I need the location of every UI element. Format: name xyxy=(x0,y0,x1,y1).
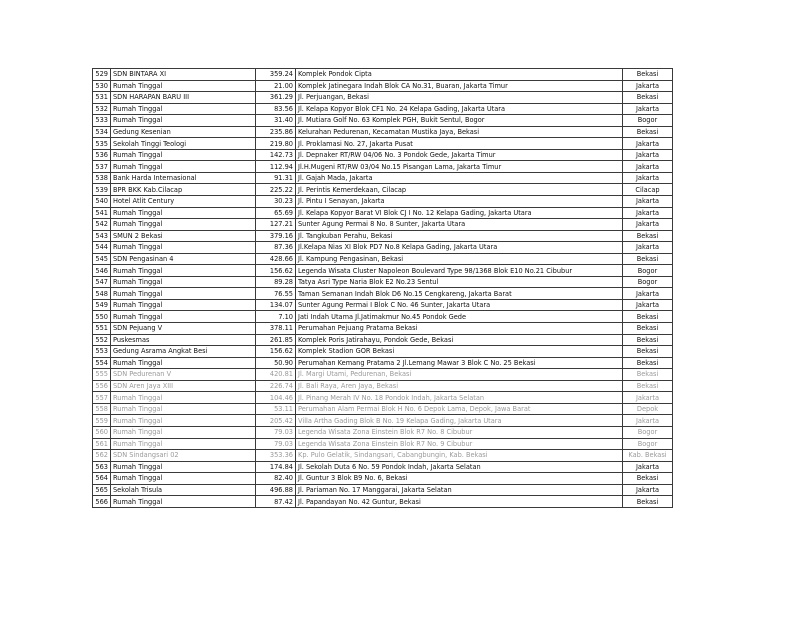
city-cell: Jakarta xyxy=(623,299,673,311)
building-name-cell: SDN Pengasinan 4 xyxy=(111,253,256,265)
area-cell: 31.40 xyxy=(256,115,296,127)
address-cell: Komplek Stadion GOR Bekasi xyxy=(296,346,623,358)
row-number-cell: 566 xyxy=(93,496,111,508)
city-cell: Bekasi xyxy=(623,323,673,335)
row-number-cell: 554 xyxy=(93,357,111,369)
table-row xyxy=(93,426,673,438)
area-cell: 226.74 xyxy=(256,380,296,392)
address-cell: Jl. Gajah Mada, Jakarta xyxy=(296,172,623,184)
table-row xyxy=(93,172,673,184)
city-cell: Bekasi xyxy=(623,311,673,323)
table-row xyxy=(93,92,673,104)
city-cell: Bekasi xyxy=(623,496,673,508)
table-row xyxy=(93,207,673,219)
area-cell: 127.21 xyxy=(256,219,296,231)
row-number-cell: 556 xyxy=(93,380,111,392)
area-cell: 353.36 xyxy=(256,450,296,462)
table-row xyxy=(93,473,673,485)
address-cell: Jl.Kelapa Nias XI Blok PD7 No.8 Kelapa Gading, Jakarta Utara xyxy=(296,242,623,254)
city-cell: Jakarta xyxy=(623,149,673,161)
address-cell: Komplek Jatinegara Indah Blok CA No.31, Buaran, Jakarta Timur xyxy=(296,80,623,92)
table-row xyxy=(93,323,673,335)
row-number-cell: 550 xyxy=(93,311,111,323)
row-number-cell: 558 xyxy=(93,403,111,415)
area-cell: 134.07 xyxy=(256,299,296,311)
address-cell: Komplek Pondok Cipta xyxy=(296,69,623,81)
address-cell: Jl.H.Mugeni RT/RW 03/04 No.15 Pisangan Lama, Jakarta Timur xyxy=(296,161,623,173)
area-cell: 91.31 xyxy=(256,172,296,184)
table-row xyxy=(93,242,673,254)
building-name-cell: Sekolah Trisula xyxy=(111,484,256,496)
building-name-cell: SDN Pejuang V xyxy=(111,323,256,335)
row-number-cell: 529 xyxy=(93,69,111,81)
city-cell: Jakarta xyxy=(623,80,673,92)
city-cell: Bekasi xyxy=(623,346,673,358)
area-cell: 79.03 xyxy=(256,426,296,438)
row-number-cell: 551 xyxy=(93,323,111,335)
area-cell: 225.22 xyxy=(256,184,296,196)
building-name-cell: Hotel Atlit Century xyxy=(111,196,256,208)
city-cell: Bekasi xyxy=(623,253,673,265)
area-cell: 219.80 xyxy=(256,138,296,150)
building-name-cell: Rumah Tinggal xyxy=(111,473,256,485)
table-row xyxy=(93,299,673,311)
building-name-cell: Rumah Tinggal xyxy=(111,415,256,427)
table-row xyxy=(93,357,673,369)
city-cell: Jakarta xyxy=(623,172,673,184)
building-name-cell: Rumah Tinggal xyxy=(111,149,256,161)
city-cell: Bekasi xyxy=(623,334,673,346)
address-cell: Jl. Pintu I Senayan, Jakarta xyxy=(296,196,623,208)
area-cell: 359.24 xyxy=(256,69,296,81)
building-name-cell: SDN Aren Jaya XIII xyxy=(111,380,256,392)
table-row xyxy=(93,196,673,208)
address-cell: Jl. Perjuangan, Bekasi xyxy=(296,92,623,104)
area-cell: 261.85 xyxy=(256,334,296,346)
address-cell: Jl. Kelapa Kopyor Blok CF1 No. 24 Kelapa Gading, Jakarta Utara xyxy=(296,103,623,115)
area-cell: 156.62 xyxy=(256,265,296,277)
row-number-cell: 540 xyxy=(93,196,111,208)
building-name-cell: Rumah Tinggal xyxy=(111,103,256,115)
city-cell: Jakarta xyxy=(623,392,673,404)
area-cell: 65.69 xyxy=(256,207,296,219)
area-cell: 378.11 xyxy=(256,323,296,335)
table-row xyxy=(93,461,673,473)
city-cell: Bekasi xyxy=(623,473,673,485)
address-cell: Legenda Wisata Zona Einstein Blok R7 No. 8 Cibubur xyxy=(296,426,623,438)
city-cell: Bekasi xyxy=(623,369,673,381)
address-cell: Perumahan Kemang Pratama 2 Jl.Lemang Mawar 3 Blok C No. 25 Bekasi xyxy=(296,357,623,369)
row-number-cell: 562 xyxy=(93,450,111,462)
row-number-cell: 544 xyxy=(93,242,111,254)
building-name-cell: Rumah Tinggal xyxy=(111,438,256,450)
city-cell: Bekasi xyxy=(623,380,673,392)
area-cell: 79.03 xyxy=(256,438,296,450)
row-number-cell: 559 xyxy=(93,415,111,427)
table-row xyxy=(93,265,673,277)
area-cell: 379.16 xyxy=(256,230,296,242)
building-name-cell: Rumah Tinggal xyxy=(111,311,256,323)
table-row xyxy=(93,369,673,381)
city-cell: Bekasi xyxy=(623,126,673,138)
table-row xyxy=(93,126,673,138)
city-cell: Jakarta xyxy=(623,288,673,300)
city-cell: Bogor xyxy=(623,265,673,277)
table-row xyxy=(93,230,673,242)
address-cell: Jl. Kelapa Kopyor Barat VI Blok CJ I No. 12 Kelapa Gading, Jakarta Utara xyxy=(296,207,623,219)
address-cell: Tatya Asri Type Naria Blok E2 No.23 Sentul xyxy=(296,276,623,288)
building-name-cell: Rumah Tinggal xyxy=(111,219,256,231)
building-name-cell: Rumah Tinggal xyxy=(111,496,256,508)
building-name-cell: Rumah Tinggal xyxy=(111,403,256,415)
address-cell: Jl. Depnaker RT/RW 04/06 No. 3 Pondok Gede, Jakarta Timur xyxy=(296,149,623,161)
area-cell: 83.56 xyxy=(256,103,296,115)
address-cell: Jl. Sekolah Duta 6 No. 59 Pondok Indah, Jakarta Selatan xyxy=(296,461,623,473)
table-row xyxy=(93,415,673,427)
address-cell: Perumahan Pejuang Pratama Bekasi xyxy=(296,323,623,335)
row-number-cell: 553 xyxy=(93,346,111,358)
city-cell: Jakarta xyxy=(623,207,673,219)
row-number-cell: 534 xyxy=(93,126,111,138)
address-cell: Jl. Kampung Pengasinan, Bekasi xyxy=(296,253,623,265)
row-number-cell: 538 xyxy=(93,172,111,184)
area-cell: 142.73 xyxy=(256,149,296,161)
area-cell: 235.86 xyxy=(256,126,296,138)
building-name-cell: Gedung Asrama Angkat Besi xyxy=(111,346,256,358)
area-cell: 30.23 xyxy=(256,196,296,208)
building-name-cell: Rumah Tinggal xyxy=(111,242,256,254)
city-cell: Kab. Bekasi xyxy=(623,450,673,462)
area-cell: 21.00 xyxy=(256,80,296,92)
area-cell: 104.46 xyxy=(256,392,296,404)
row-number-cell: 549 xyxy=(93,299,111,311)
building-name-cell: Rumah Tinggal xyxy=(111,265,256,277)
address-cell: Kelurahan Pedurenan, Kecamatan Mustika Jaya, Bekasi xyxy=(296,126,623,138)
table-row xyxy=(93,253,673,265)
table-row xyxy=(93,496,673,508)
row-number-cell: 546 xyxy=(93,265,111,277)
building-name-cell: Rumah Tinggal xyxy=(111,461,256,473)
building-name-cell: Puskesmas xyxy=(111,334,256,346)
address-cell: Jl. Margi Utami, Pedurenan, Bekasi xyxy=(296,369,623,381)
row-number-cell: 537 xyxy=(93,161,111,173)
row-number-cell: 561 xyxy=(93,438,111,450)
building-name-cell: Rumah Tinggal xyxy=(111,299,256,311)
area-cell: 89.28 xyxy=(256,276,296,288)
table-row xyxy=(93,161,673,173)
table-row xyxy=(93,276,673,288)
address-cell: Jl. Mutiara Golf No. 63 Komplek PGH, Bukit Sentul, Bogor xyxy=(296,115,623,127)
city-cell: Jakarta xyxy=(623,161,673,173)
area-cell: 82.40 xyxy=(256,473,296,485)
city-cell: Bekasi xyxy=(623,69,673,81)
city-cell: Cilacap xyxy=(623,184,673,196)
area-cell: 496.88 xyxy=(256,484,296,496)
table-row xyxy=(93,115,673,127)
row-number-cell: 547 xyxy=(93,276,111,288)
city-cell: Jakarta xyxy=(623,219,673,231)
address-cell: Sunter Agung Permai 8 No. 8 Sunter, Jakarta Utara xyxy=(296,219,623,231)
building-name-cell: Rumah Tinggal xyxy=(111,288,256,300)
row-number-cell: 557 xyxy=(93,392,111,404)
row-number-cell: 536 xyxy=(93,149,111,161)
address-cell: Taman Semanan Indah Blok D6 No.15 Cengkareng, Jakarta Barat xyxy=(296,288,623,300)
address-cell: Jl. Papandayan No. 42 Guntur, Bekasi xyxy=(296,496,623,508)
area-cell: 205.42 xyxy=(256,415,296,427)
address-cell: Jl. Bali Raya, Aren Jaya, Bekasi xyxy=(296,380,623,392)
area-cell: 420.81 xyxy=(256,369,296,381)
building-name-cell: Rumah Tinggal xyxy=(111,392,256,404)
building-name-cell: Rumah Tinggal xyxy=(111,161,256,173)
row-number-cell: 552 xyxy=(93,334,111,346)
table-row xyxy=(93,380,673,392)
area-cell: 87.42 xyxy=(256,496,296,508)
building-name-cell: BPR BKK Kab.Cilacap xyxy=(111,184,256,196)
row-number-cell: 542 xyxy=(93,219,111,231)
address-cell: Jl. Pinang Merah IV No. 18 Pondok Indah, Jakarta Selatan xyxy=(296,392,623,404)
area-cell: 112.94 xyxy=(256,161,296,173)
row-number-cell: 548 xyxy=(93,288,111,300)
table-row xyxy=(93,149,673,161)
address-cell: Villa Artha Gading Blok B No. 19 Kelapa Gading, Jakarta Utara xyxy=(296,415,623,427)
building-name-cell: SDN Pedurenan V xyxy=(111,369,256,381)
table-row xyxy=(93,438,673,450)
area-cell: 174.84 xyxy=(256,461,296,473)
table-row xyxy=(93,403,673,415)
building-name-cell: SMUN 2 Bekasi xyxy=(111,230,256,242)
area-cell: 361.29 xyxy=(256,92,296,104)
table-row xyxy=(93,334,673,346)
row-number-cell: 555 xyxy=(93,369,111,381)
building-name-cell: Rumah Tinggal xyxy=(111,276,256,288)
area-cell: 428.66 xyxy=(256,253,296,265)
city-cell: Jakarta xyxy=(623,242,673,254)
city-cell: Bekasi xyxy=(623,357,673,369)
area-cell: 87.36 xyxy=(256,242,296,254)
table-row xyxy=(93,450,673,462)
building-name-cell: Rumah Tinggal xyxy=(111,115,256,127)
city-cell: Bogor xyxy=(623,276,673,288)
building-name-cell: SDN Sindangsari 02 xyxy=(111,450,256,462)
address-cell: Jl. Perintis Kemerdekaan, Cilacap xyxy=(296,184,623,196)
area-cell: 76.55 xyxy=(256,288,296,300)
row-number-cell: 541 xyxy=(93,207,111,219)
table-row xyxy=(93,484,673,496)
table-row xyxy=(93,288,673,300)
area-cell: 7.10 xyxy=(256,311,296,323)
table-row xyxy=(93,138,673,150)
address-cell: Jl. Guntur 3 Blok B9 No. 6, Bekasi xyxy=(296,473,623,485)
city-cell: Jakarta xyxy=(623,461,673,473)
row-number-cell: 564 xyxy=(93,473,111,485)
address-cell: Jl. Pariaman No. 17 Manggarai, Jakarta Selatan xyxy=(296,484,623,496)
city-cell: Jakarta xyxy=(623,103,673,115)
address-cell: Perumahan Alam Permai Blok H No. 6 Depok Lama, Depok, Jawa Barat xyxy=(296,403,623,415)
address-cell: Sunter Agung Permai I Blok C No. 46 Sunter, Jakarta Utara xyxy=(296,299,623,311)
table-row xyxy=(93,103,673,115)
city-cell: Bogor xyxy=(623,438,673,450)
building-name-cell: Rumah Tinggal xyxy=(111,80,256,92)
row-number-cell: 560 xyxy=(93,426,111,438)
table-row xyxy=(93,219,673,231)
row-number-cell: 543 xyxy=(93,230,111,242)
building-name-cell: Sekolah Tinggi Teologi xyxy=(111,138,256,150)
address-cell: Jl. Tangkuban Perahu, Bekasi xyxy=(296,230,623,242)
row-number-cell: 531 xyxy=(93,92,111,104)
city-cell: Depok xyxy=(623,403,673,415)
project-table xyxy=(92,68,673,508)
city-cell: Bogor xyxy=(623,426,673,438)
row-number-cell: 563 xyxy=(93,461,111,473)
address-cell: Legenda Wisata Cluster Napoleon Boulevard Type 98/1368 Blok E10 No.21 Cibubur xyxy=(296,265,623,277)
building-name-cell: Rumah Tinggal xyxy=(111,426,256,438)
table-row xyxy=(93,311,673,323)
city-cell: Bekasi xyxy=(623,92,673,104)
building-name-cell: Rumah Tinggal xyxy=(111,357,256,369)
row-number-cell: 565 xyxy=(93,484,111,496)
row-number-cell: 533 xyxy=(93,115,111,127)
address-cell: Legenda Wisata Zona Einstein Blok R7 No. 9 Cibubur xyxy=(296,438,623,450)
building-name-cell: Rumah Tinggal xyxy=(111,207,256,219)
row-number-cell: 545 xyxy=(93,253,111,265)
building-name-cell: Gedung Kesenian xyxy=(111,126,256,138)
address-cell: Kp. Pulo Gelatik, Sindangsari, Cabangbungin, Kab. Bekasi xyxy=(296,450,623,462)
row-number-cell: 532 xyxy=(93,103,111,115)
address-cell: Jati Indah Utama Jl.Jatimakmur No.45 Pondok Gede xyxy=(296,311,623,323)
row-number-cell: 539 xyxy=(93,184,111,196)
city-cell: Bogor xyxy=(623,115,673,127)
building-name-cell: SDN BINTARA XI xyxy=(111,69,256,81)
city-cell: Bekasi xyxy=(623,230,673,242)
area-cell: 156.62 xyxy=(256,346,296,358)
row-number-cell: 530 xyxy=(93,80,111,92)
table-body xyxy=(93,69,673,508)
table-row xyxy=(93,184,673,196)
table-row xyxy=(93,346,673,358)
address-cell: Jl. Proklamasi No. 27, Jakarta Pusat xyxy=(296,138,623,150)
building-name-cell: SDN HARAPAN BARU III xyxy=(111,92,256,104)
city-cell: Jakarta xyxy=(623,138,673,150)
city-cell: Jakarta xyxy=(623,415,673,427)
table-row xyxy=(93,80,673,92)
row-number-cell: 535 xyxy=(93,138,111,150)
area-cell: 53.11 xyxy=(256,403,296,415)
table-row xyxy=(93,392,673,404)
table-row xyxy=(93,69,673,81)
city-cell: Jakarta xyxy=(623,196,673,208)
city-cell: Jakarta xyxy=(623,484,673,496)
building-name-cell: Bank Harda Internasional xyxy=(111,172,256,184)
area-cell: 50.90 xyxy=(256,357,296,369)
address-cell: Komplek Poris Jatirahayu, Pondok Gede, Bekasi xyxy=(296,334,623,346)
